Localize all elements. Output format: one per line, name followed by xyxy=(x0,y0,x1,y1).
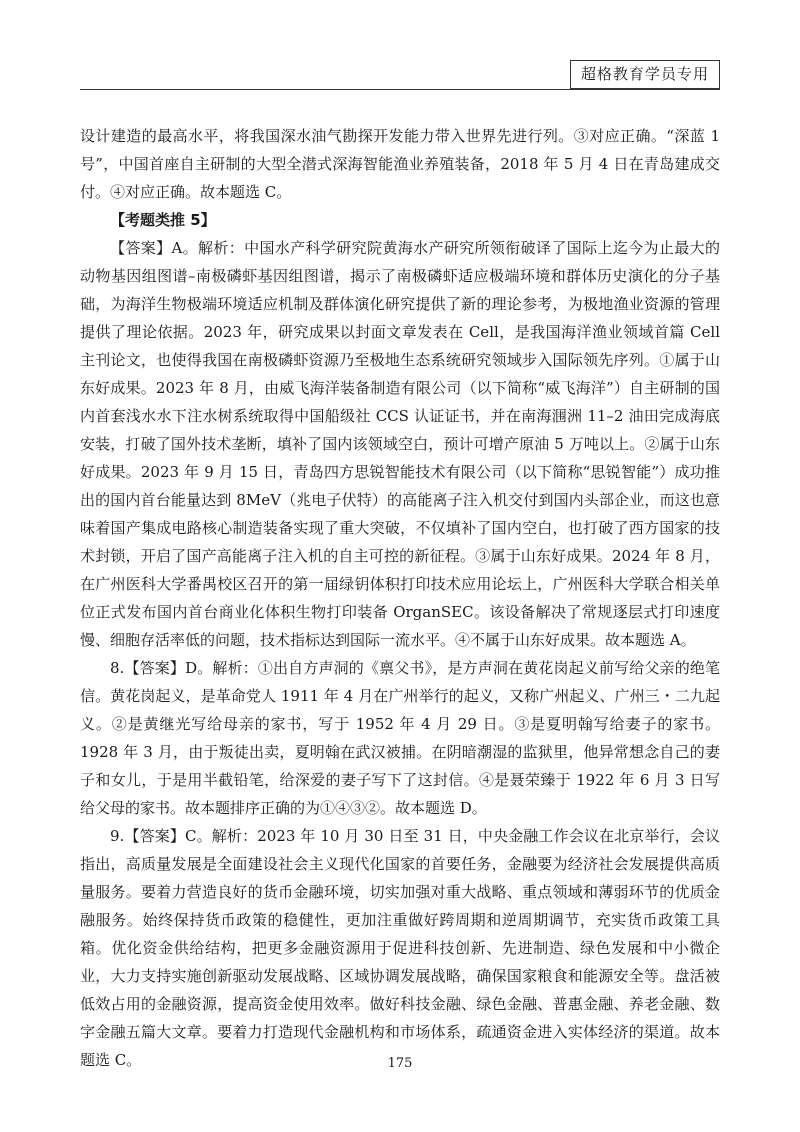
page-number: 175 xyxy=(387,1056,413,1071)
document-body xyxy=(80,122,720,1074)
answer-paragraph-9: 9.【答案】C。解析：2023 年 10 月 30 日至 31 日，中央金融工作会议在北京举行，会议指出，高质量发展是全面建设社会主义现代化国家的首要任务，金融要为经济社会发展提供高质量服务。要着力营造良好的货币金融环境，切实加强对重大战略、重点领域和薄弱环节的优质金融服务。始终保持货币政策的稳健性，更加注重做好跨周期和逆周期调节，充实货币政策工具箱。优化资金供给结构，把更多金融资源用于促进科技创新、先进制造、绿色发展和中小微企业，大力支持实施创新驱动发展战略、区域协调发展战略，确保国家粮食和能源安全等。盘活被低效占用的金融资源，提高资金使用效率。做好科技金融、绿色金融、普惠金融、养老金融、数字金融五篇大文章。要着力打造现代金融机构和市场体系，疏通资金进入实体经济的渠道。故本题选 C。 xyxy=(80,827,720,1069)
header-label: 超格教育学员专用 xyxy=(570,60,720,89)
section-heading: 【考题类推 5】 xyxy=(110,211,216,229)
answer-paragraph-5: 【答案】A。解析：中国水产科学研究院黄海水产研究所领衔破译了国际上迄今为止最大的动物基因组图谱–南极磷虾基因组图谱，揭示了南极磷虾适应极端环境和群体历史演化的分子基础，为海洋生物极端环境适应机制及群体演化研究提供了新的理论参考，为极地渔业资源的管理提供了理论依据。2023 年，研究成果以封面文章发表在 Cell，是我国海洋渔业领域首篇 Cell 主刊论文，也使得我国在南极磷虾资源乃至极地生态系统研究领域步入国际领先序列。①属于山东好成果。2023 年 8 月，由威飞海洋装备制造有限公司（以下简称“威飞海洋”）自主研制的国内首套浅水水下注水树系统取得中国船级社 CCS 认证证书，并在南海涠洲 11–2 油田完成海底安装，打破了国外技术垄断，填补了国内该领域空白，预计可增产原油 5 万吨以上。②属于山东好成果。2023 年 9 月 15 日，青岛四方思锐智能技术有限公司（以下简称“思锐智能”）成功推出的国内首台能量达到 8MeV（兆电子伏特）的高能离子注入机交付到国内头部企业，而这也意味着国产集成电路核心制造装备实现了重大突破，不仅填补了国内空白，也打破了西方国家的技术封锁，开启了国产高能离子注入机的自主可控的新征程。③属于山东好成果。2024 年 8 月，在广州医科大学番禺校区召开的第一届绿钥体积打印技术应用论坛上，广州医科大学联合相关单位正式发布国内首台商业化体积生物打印装备 OrganSEC。该设备解决了常规逐层式打印速度慢、细胞存活率低的问题，技术指标达到国际一流水平。④不属于山东好成果。故本题选 A。 xyxy=(80,239,720,649)
paragraph-continuation: 设计建造的最高水平，将我国深水油气勘探开发能力带入世界先进行列。③对应正确。“深蓝 1 号”，中国首座自主研制的大型全潜式深海智能渔业养殖装备，2018 年 5 月 4 日在青岛建成交付。④对应正确。故本题选 C。 xyxy=(80,127,720,201)
header-divider xyxy=(80,89,720,90)
answer-paragraph-8: 8.【答案】D。解析：①出自方声洞的《禀父书》，是方声洞在黄花岗起义前写给父亲的绝笔信。黄花岗起义，是革命党人 1911 年 4 月在广州举行的起义，又称广州起义、广州三・二九起义。②是黄继光写给母亲的家书，写于 1952 年 4 月 29 日。③是夏明翰写给妻子的家书。1928 年 3 月，由于叛徒出卖，夏明翰在武汉被捕。在阴暗潮湿的监狱里，他异常想念自己的妻子和女儿，于是用半截铅笔，给深爱的妻子写下了这封信。④是聂荣臻于 1922 年 6 月 3 日写给父母的家书。故本题排序正确的为①④③②。故本题选 D。 xyxy=(80,659,720,817)
